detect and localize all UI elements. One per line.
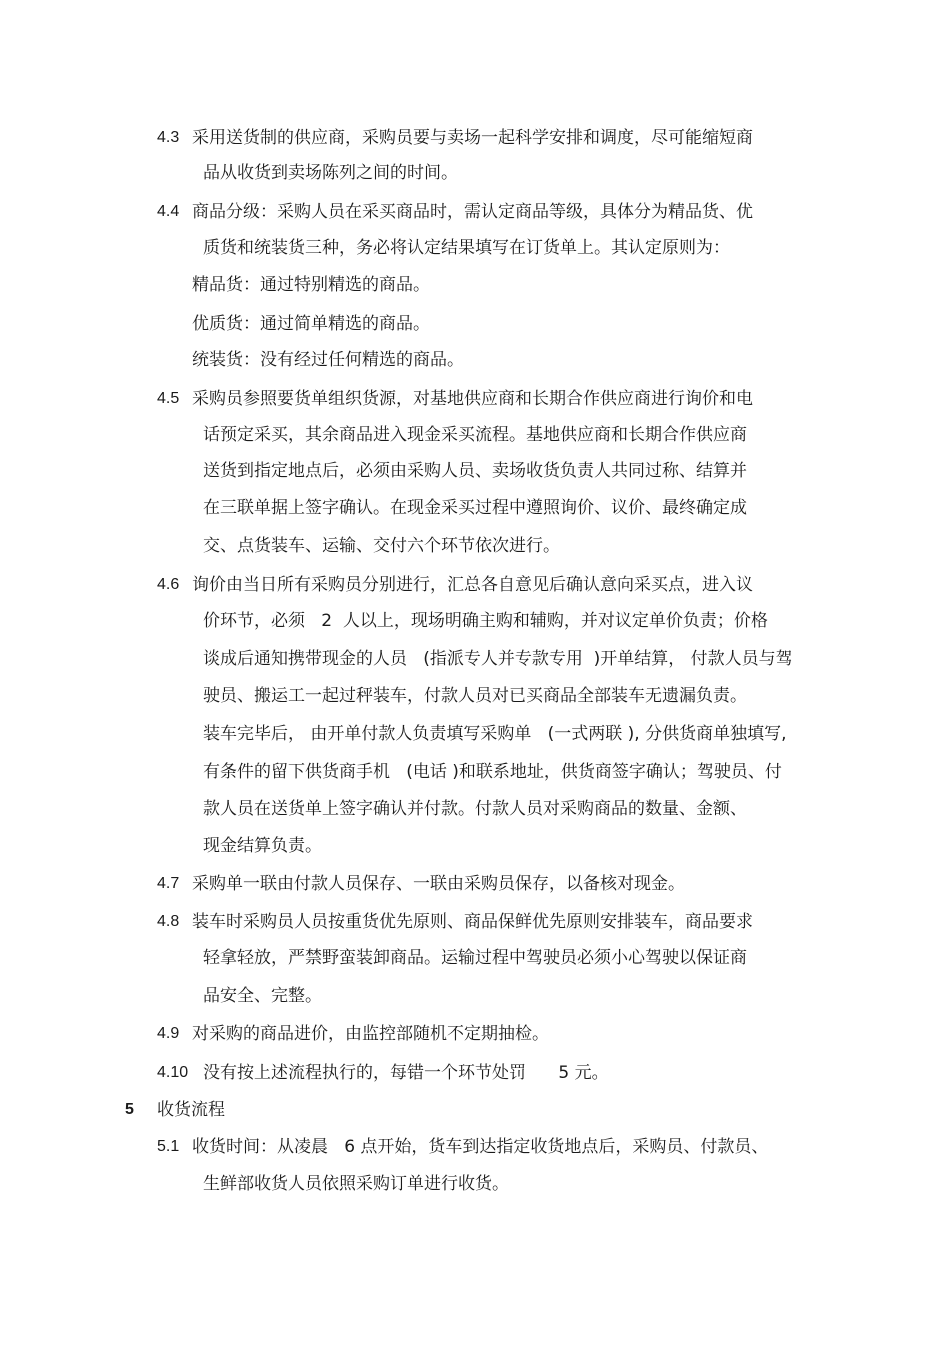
grade-item: 统装货：没有经过任何精选的商品。 — [192, 350, 464, 370]
paragraph-line: 质货和统装货三种，务必将认定结果填写在订货单上。其认定原则为： — [203, 238, 730, 258]
paragraph-line: 现金结算负责。 — [203, 836, 322, 856]
paragraph-line: 款人员在送货单上签字确认并付款。付款人员对采购商品的数量、金额、 — [203, 799, 747, 819]
paragraph-line: 商品分级：采购人员在采买商品时，需认定商品等级，具体分为精品货、优 — [192, 202, 753, 222]
paragraph-line: 装车完毕后， 由开单付款人负责填写采购单 (一式两联 ), 分供货商单独填写, — [203, 724, 787, 744]
section-number: 4.5 — [157, 390, 180, 407]
paragraph-line: 轻拿轻放，严禁野蛮装卸商品。运输过程中驾驶员必须小心驾驶以保证商 — [203, 948, 747, 968]
chapter-title: 收货流程 — [157, 1100, 225, 1120]
section-number: 4.4 — [157, 203, 180, 220]
chapter-number: 5 — [125, 1101, 134, 1118]
paragraph-line: 采用送货制的供应商，采购员要与卖场一起科学安排和调度，尽可能缩短商 — [192, 128, 753, 148]
paragraph-line: 收货时间：从凌晨 6 点开始，货车到达指定收货地点后，采购员、付款员、 — [192, 1137, 769, 1157]
paragraph-line: 谈成后通知携带现金的人员 (指派专人并专款专用 )开单结算， 付款人员与驾 — [203, 649, 793, 669]
section-number: 5.1 — [157, 1138, 180, 1155]
section-number: 4.9 — [157, 1025, 180, 1042]
grade-item: 精品货：通过特别精选的商品。 — [192, 275, 430, 295]
section-number: 4.6 — [157, 576, 180, 593]
section-number: 4.10 — [157, 1064, 189, 1081]
paragraph-line: 生鲜部收货人员依照采购订单进行收货。 — [203, 1174, 509, 1194]
paragraph-line: 采购单一联由付款人员保存、一联由采购员保存，以备核对现金。 — [192, 874, 685, 894]
section-number: 4.7 — [157, 875, 180, 892]
section-number: 4.8 — [157, 913, 180, 930]
paragraph-line: 价环节，必须 2 人以上，现场明确主购和辅购，并对议定单价负责；价格 — [203, 611, 768, 631]
paragraph-line: 在三联单据上签字确认。在现金采买过程中遵照询价、议价、最终确定成 — [203, 498, 747, 518]
paragraph-line: 送货到指定地点后，必须由采购人员、卖场收货负责人共同过称、结算并 — [203, 461, 747, 481]
paragraph-line: 对采购的商品进价，由监控部随机不定期抽检。 — [192, 1024, 549, 1044]
paragraph-line: 没有按上述流程执行的，每错一个环节处罚 5 元。 — [203, 1063, 609, 1083]
paragraph-line: 话预定采买，其余商品进入现金采买流程。基地供应商和长期合作供应商 — [203, 425, 747, 445]
paragraph-line: 品安全、完整。 — [203, 986, 322, 1006]
paragraph-line: 交、点货装车、运输、交付六个环节依次进行。 — [203, 536, 560, 556]
section-number: 4.3 — [157, 129, 180, 146]
paragraph-line: 驶员、搬运工一起过秤装车，付款人员对已买商品全部装车无遗漏负责。 — [203, 686, 747, 706]
paragraph-line: 询价由当日所有采购员分别进行，汇总各自意见后确认意向采买点，进入议 — [192, 575, 753, 595]
grade-item: 优质货：通过简单精选的商品。 — [192, 314, 430, 334]
paragraph-line: 采购员参照要货单组织货源，对基地供应商和长期合作供应商进行询价和电 — [192, 389, 753, 409]
paragraph-line: 有条件的留下供货商手机 (电话 )和联系地址，供货商签字确认；驾驶员、付 — [203, 762, 782, 782]
paragraph-line: 品从收货到卖场陈列之间的时间。 — [203, 163, 458, 183]
paragraph-line: 装车时采购员人员按重货优先原则、商品保鲜优先原则安排装车，商品要求 — [192, 912, 753, 932]
